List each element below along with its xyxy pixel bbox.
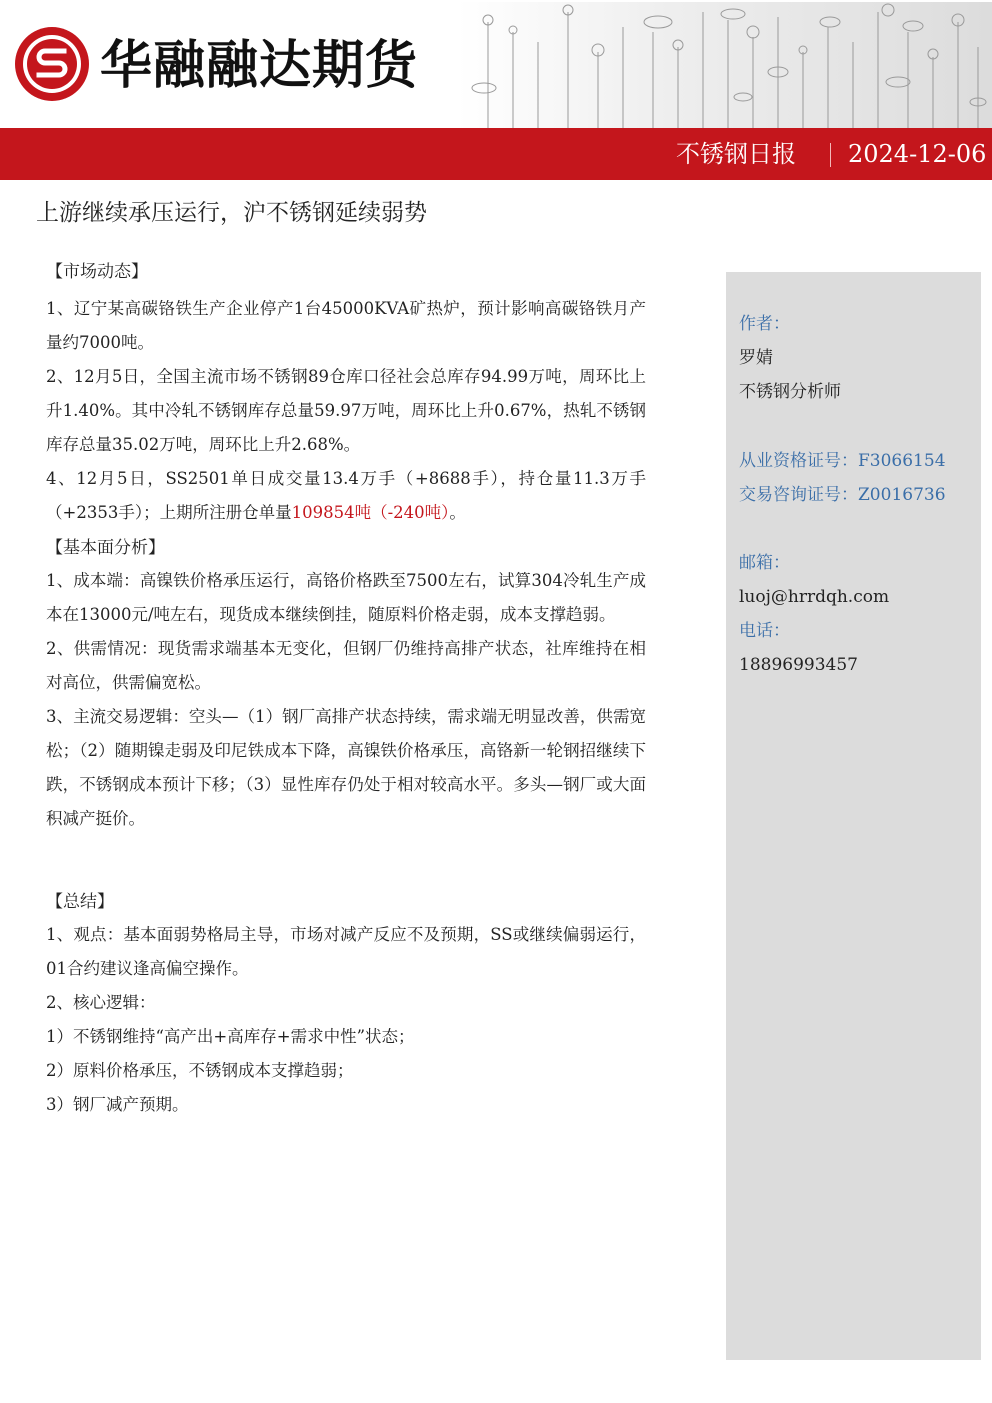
market-item-4 [46,462,646,530]
header-decoration [458,2,992,128]
fundamental-item-3: 3、主流交易逻辑：空头—（1）钢厂高排产状态持续，需求端无明显改善，供需宽松；（2）随期镍走弱及印尼铁成本下降，高镍铁价格承压，高铬新一轮钢招继续下跌，不锈钢成本预计下移；（3）显性库存仍处于相对较高水平。多头—钢厂或大面积减产挺价。 [46,707,646,828]
fundamental-item-2: 2、供需情况：现货需求端基本无变化，但钢厂仍维持高排产状态，社库维持在相对高位，供需偏宽松。 [46,639,646,692]
author-label: 作者： [739,314,790,334]
author-name: 罗婧 [739,348,773,368]
banner-separator [830,143,831,167]
summary-item-1: 1、观点：基本面弱势格局主导，市场对减产反应不及预期，SS或继续偏弱运行，01合约建议逢高偏空操作。 [46,925,646,978]
market-item-4-end: 。 [449,503,466,522]
phone-number: 18896993457 [739,655,858,675]
report-body [46,256,646,1122]
report-banner [0,128,992,180]
company-logo [12,24,92,104]
market-item-2: 2、12月5日，全国主流市场不锈钢89仓库口径社会总库存94.99万吨，周环比上升1.40%。其中冷轧不锈钢库存总量59.97万吨，周环比上升0.67%，热轧不锈钢库存总量35.02万吨，周环比上升2.68%。 [46,367,646,454]
author-title: 不锈钢分析师 [739,382,841,402]
fundamental-item-1: 1、成本端：高镍铁价格承压运行，高铬价格跌至7500左右，试算304冷轧生产成本在13000元/吨左右，现货成本继续倒挂，随原料价格走弱，成本支撑趋弱。 [46,571,646,624]
report-type: 不锈钢日报 [676,140,796,168]
page-header [0,0,992,128]
section-title-market: 【市场动态】 [46,262,148,282]
qualification-number: 从业资格证号：F3066154 [739,451,946,471]
summary-item-2: 2、核心逻辑： [46,993,156,1012]
author-sidebar [726,272,981,1360]
summary-item-3: 1）不锈钢维持“高产出+高库存+需求中性”状态； [46,1027,415,1046]
section-title-summary: 【总结】 [46,892,114,912]
phone-label: 电话： [739,621,790,641]
section-title-fundamental: 【基本面分析】 [46,538,165,558]
summary-item-5: 3）钢厂减产预期。 [46,1095,189,1114]
email-label: 邮箱： [739,553,790,573]
consulting-number: 交易咨询证号：Z0016736 [739,485,946,505]
company-name: 华融融达期货 [100,36,419,96]
report-headline: 上游继续承压运行，沪不锈钢延续弱势 [36,200,427,226]
market-item-4-text: 4、12月5日，SS2501单日成交量13.4万手（+8688手），持仓量11.3万手（+2353手）；上期所注册仓单量 [46,469,646,522]
summary-item-4: 2）原料价格承压，不锈钢成本支撑趋弱； [46,1061,354,1080]
report-date: 2024-12-06 [848,140,987,168]
warehouse-receipt-value: 109854吨（-240吨） [291,503,450,522]
email-address[interactable]: luoj@hrrdqh.com [739,587,890,607]
market-item-1: 1、辽宁某高碳铬铁生产企业停产1台45000KVA矿热炉，预计影响高碳铬铁月产量约7000吨。 [46,299,646,352]
